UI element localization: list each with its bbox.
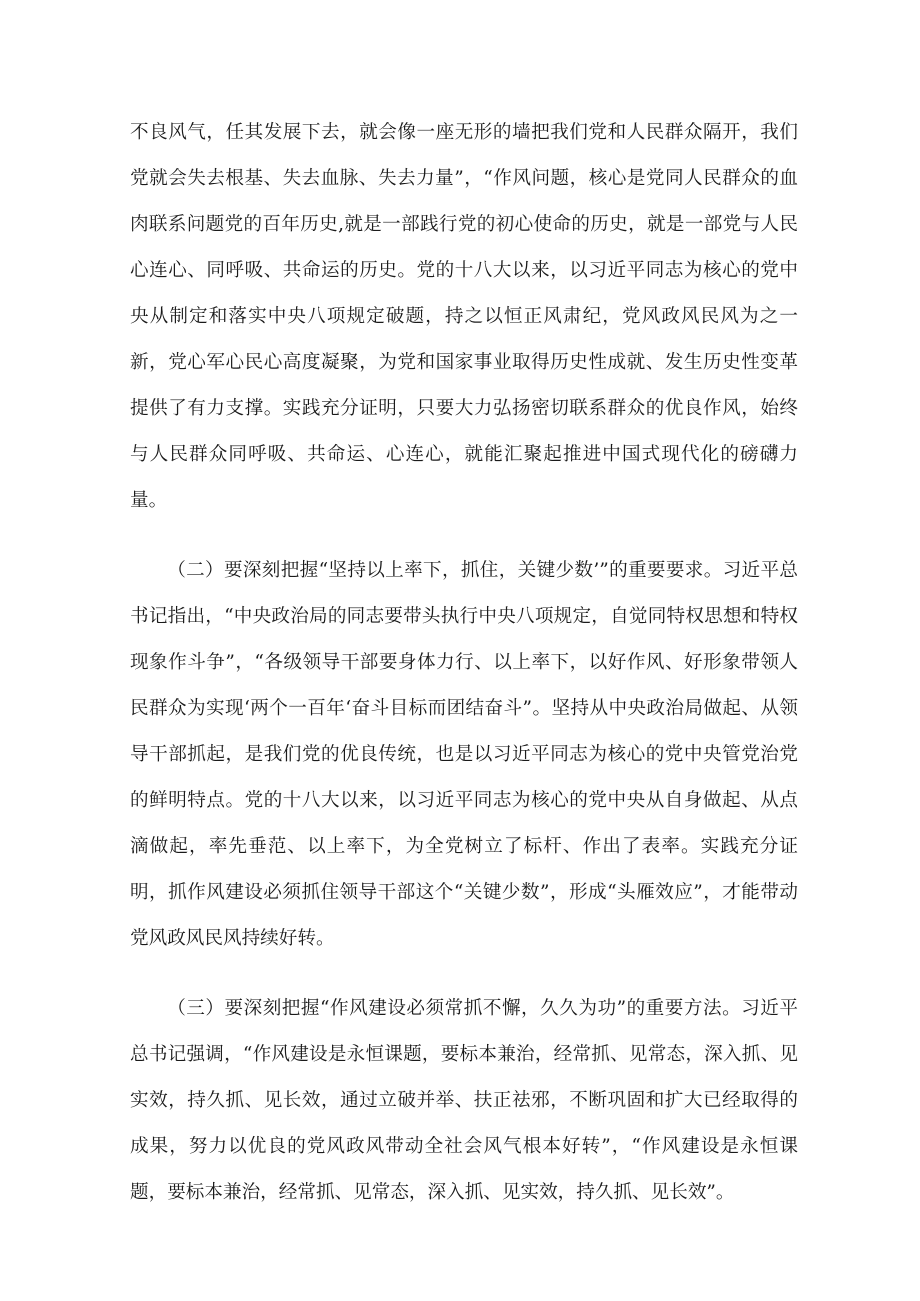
paragraph-section-three: （三）要深刻把握“作风建设必须常抓不懈，久久为功”的重要方法。习近平总书记强调，“作风建设是永恒课题，要标本兼治，经常抓、见常态，深入抓、见实效，持久抓、见长效，通过立破并举、扶正祛邪，不断巩固和扩大已经取得的成果，努力以优良的党风政风带动全社会风气根本好转”，“作风建设是永恒课题，要标本兼治，经常抓、见常态，深入抓、见实效，持久抓、见长效”。 bbox=[130, 998, 798, 1203]
document-body bbox=[130, 110, 798, 1216]
paragraph-section-two: （二）要深刻把握“坚持以上率下，抓住，关键少数’”的重要要求。习近平总书记指出，“中央政治局的同志要带头执行中央八项规定，自觉同特权思想和特权现象作斗争”，“各级领导干部要身体力行、以上率下，以好作风、好形象带领人民群众为实现‘两个一百年‘奋斗目标而团结奋斗”。坚持从中央政治局做起、从领导干部抓起，是我们党的优良传统，也是以习近平同志为核心的党中央管党治党的鲜明特点。党的十八大以来，以习近平同志为核心的党中央从自身做起、从点滴做起，率先垂范、以上率下，为全党树立了标杆、作出了表率。实践充分证明，抓作风建设必须抓住领导干部这个“关键少数”，形成“头雁效应”，才能带动党风政风民风持续好转。 bbox=[130, 560, 798, 949]
paragraph-continued: 不良风气，任其发展下去，就会像一座无形的墙把我们党和人民群众隔开，我们党就会失去根基、失去血脉、失去力量”，“作风问题，核心是党同人民群众的血肉联系问题党的百年历史,就是一部践行党的初心使命的历史，就是一部党与人民心连心、同呼吸、共命运的历史。党的十八大以来，以习近平同志为核心的党中央从制定和落实中央八项规定破题，持之以恒正风肃纪，党风政风民风为之一新，党心军心民心高度凝聚，为党和国家事业取得历史性成就、发生历史性变革提供了有力支撑。实践充分证明，只要大力弘扬密切联系群众的优良作风，始终与人民群众同呼吸、共命运、心连心，就能汇聚起推进中国式现代化的磅礴力量。 bbox=[130, 122, 798, 511]
